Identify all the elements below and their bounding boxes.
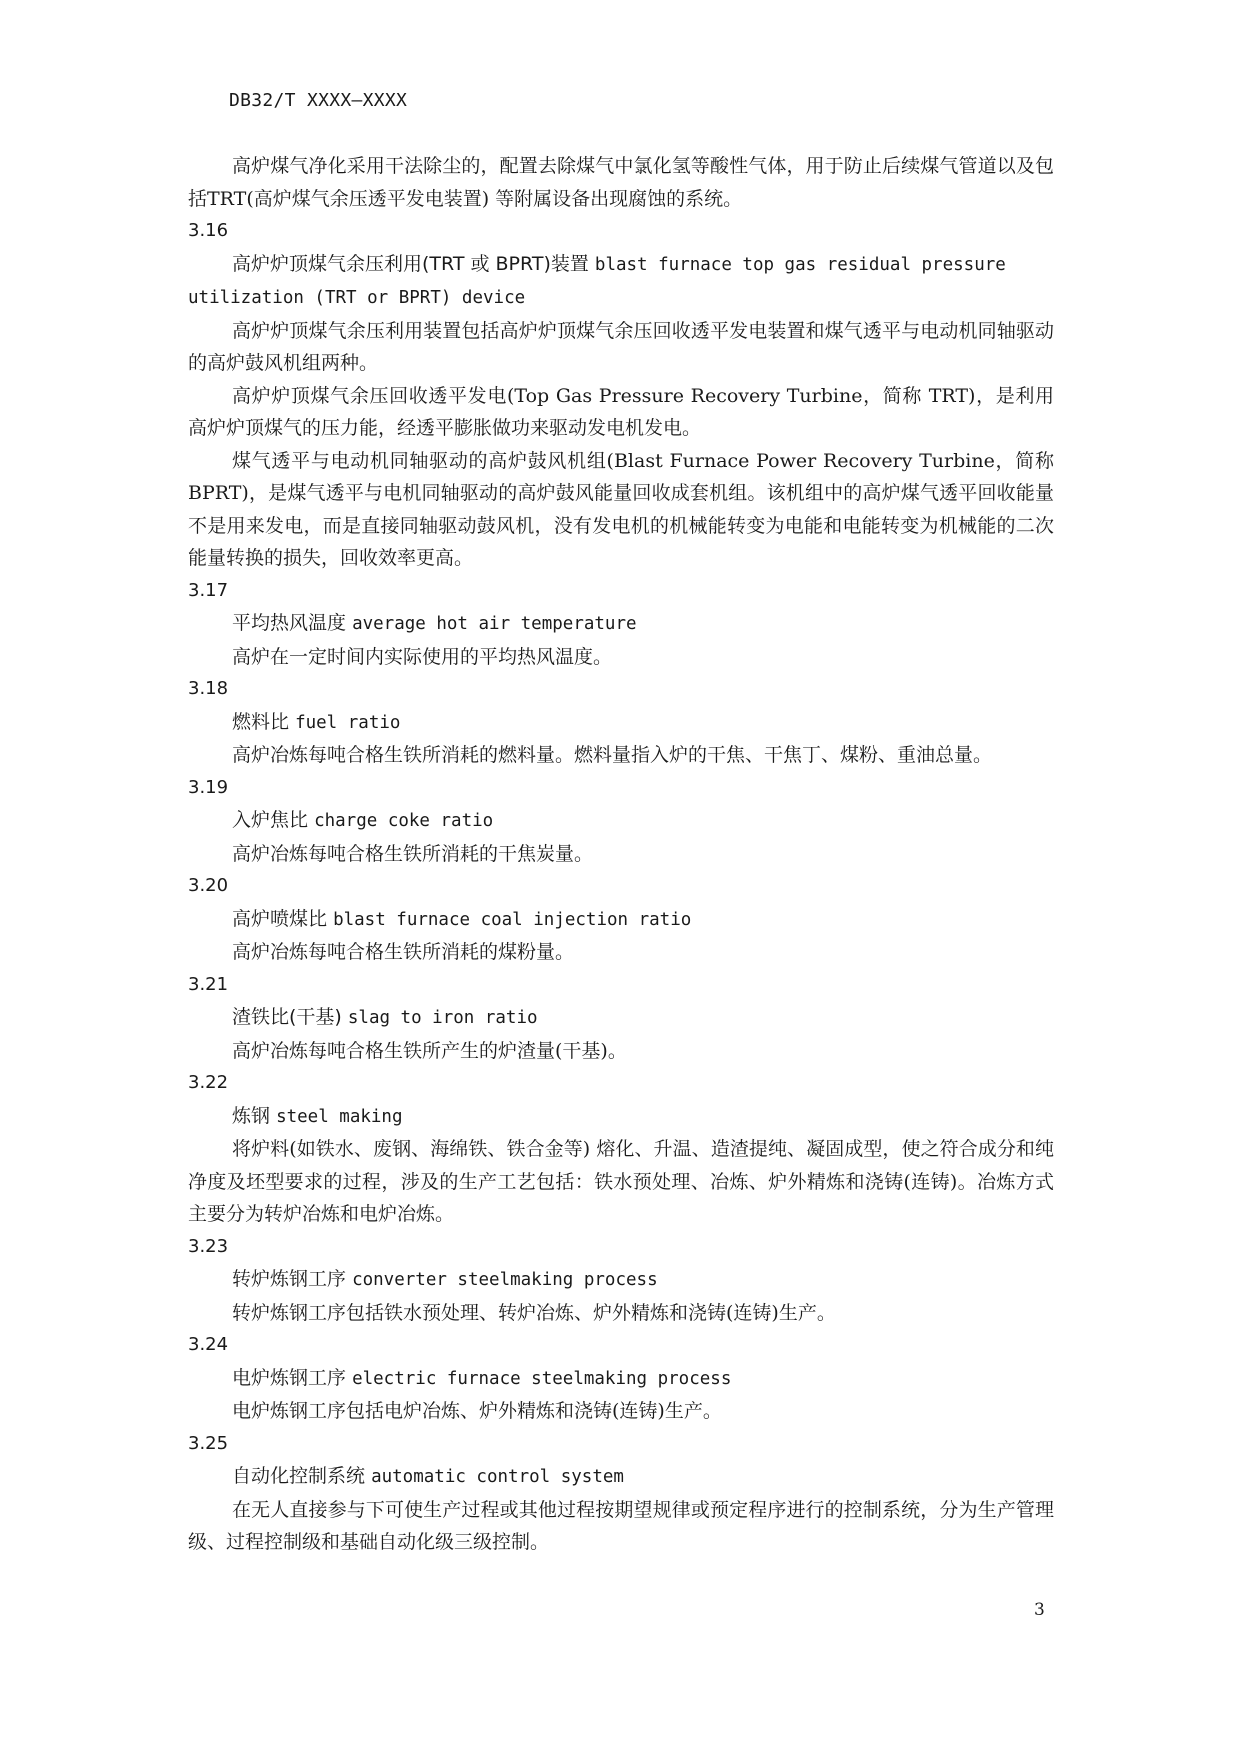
term-entry	[188, 1231, 1054, 1330]
definition-paragraph: 煤气透平与电动机同轴驱动的高炉鼓风机组(Blast Furnace Power Recovery Turbine，简称 BPRT)，是煤气透平与电机同轴驱动的高炉鼓风能量回收成套机组。该机组中的高炉煤气透平回收能量不是用来发电，而是直接同轴驱动鼓风机，没有发电机的机械能转变为电能和电能转变为机械能的二次能量转换的损失，回收效率更高。	[188, 449, 1054, 569]
definition-paragraph: 在无人直接参与下可使生产过程或其他过程按期望规律或预定程序进行的控制系统，分为生产管理级、过程控制级和基础自动化级三级控制。	[188, 1498, 1054, 1553]
term-number: 3.17	[188, 579, 229, 601]
term-chinese: 燃料比	[232, 710, 290, 733]
term-entry	[188, 870, 1054, 969]
definition-paragraph: 转炉炼钢工序包括铁水预处理、转炉冶炼、炉外精炼和浇铸(连铸)生产。	[232, 1301, 836, 1324]
document-body	[188, 150, 1054, 1559]
term-number: 3.19	[188, 776, 229, 798]
definition-paragraph: 高炉冶炼每吨合格生铁所消耗的干焦炭量。	[232, 842, 594, 865]
term-entry	[188, 969, 1054, 1068]
definition-paragraph: 高炉炉顶煤气余压回收透平发电(Top Gas Pressure Recovery Turbine，简称 TRT)，是利用高炉炉顶煤气的压力能，经透平膨胀做功来驱动发电机发电。	[188, 384, 1054, 439]
term-number: 3.22	[188, 1072, 229, 1093]
term-chinese: 高炉喷煤比	[232, 907, 328, 930]
term-english: slag to iron ratio	[347, 1008, 538, 1028]
document-code-header: DB32/T XXXX—XXXX	[229, 90, 408, 111]
term-entry	[188, 673, 1054, 772]
term-number: 3.23	[188, 1235, 229, 1257]
term-entry	[188, 772, 1054, 871]
term-english: charge coke ratio	[314, 811, 494, 831]
term-number: 3.16	[188, 220, 229, 241]
term-number: 3.20	[188, 875, 229, 896]
term-heading	[188, 1362, 1054, 1396]
term-chinese: 入炉焦比	[232, 809, 309, 831]
term-number: 3.18	[188, 678, 229, 699]
term-chinese: 自动化控制系统	[232, 1465, 366, 1487]
term-heading	[188, 706, 1054, 740]
term-chinese: 渣铁比(干基)	[232, 1006, 342, 1028]
term-chinese: 电炉炼钢工序	[232, 1366, 347, 1389]
term-entry	[188, 1329, 1054, 1428]
term-chinese: 高炉炉顶煤气余压利用(TRT 或 BPRT)装置	[232, 252, 589, 275]
term-english: steel making	[276, 1106, 403, 1127]
term-english: electric furnace steelmaking process	[352, 1368, 732, 1389]
term-heading	[188, 248, 1054, 315]
term-entry	[188, 1428, 1054, 1559]
term-number: 3.25	[188, 1432, 229, 1454]
definition-paragraph: 高炉炉顶煤气余压利用装置包括高炉炉顶煤气余压回收透平发电装置和煤气透平与电动机同轴驱动的高炉鼓风机组两种。	[188, 319, 1054, 374]
definition-paragraph: 高炉在一定时间内实际使用的平均热风温度。	[232, 645, 613, 668]
definition-paragraph: 电炉炼钢工序包括电炉冶炼、炉外精炼和浇铸(连铸)生产。	[232, 1400, 722, 1422]
term-heading	[188, 1263, 1054, 1297]
term-heading	[188, 607, 1054, 641]
definition-paragraph: 高炉冶炼每吨合格生铁所产生的炉渣量(干基)。	[232, 1039, 627, 1062]
term-chinese: 平均热风温度	[232, 612, 347, 634]
term-heading	[188, 1001, 1054, 1035]
terms-list	[188, 215, 1054, 1559]
term-english: converter steelmaking process	[352, 1270, 658, 1290]
term-heading	[188, 804, 1054, 838]
term-chinese: 转炉炼钢工序	[232, 1268, 347, 1290]
intro-paragraph: 高炉煤气净化采用干法除尘的，配置去除煤气中氯化氢等酸性气体，用于防止后续煤气管道以及包括TRT(高炉煤气余压透平发电装置) 等附属设备出现腐蚀的系统。	[188, 155, 1054, 210]
term-english: average hot air temperature	[352, 614, 637, 634]
term-entry	[188, 1067, 1054, 1231]
term-chinese: 炼钢	[232, 1104, 271, 1127]
term-heading	[188, 903, 1054, 937]
term-english: blast furnace top gas residual pressure utilization (TRT or BPRT) device	[188, 254, 1006, 308]
definition-paragraph: 高炉冶炼每吨合格生铁所消耗的煤粉量。	[232, 941, 575, 963]
term-entry	[188, 575, 1054, 674]
term-heading	[188, 1100, 1054, 1134]
term-english: automatic control system	[371, 1467, 624, 1487]
term-heading	[188, 1460, 1054, 1494]
term-entry	[188, 215, 1054, 575]
definition-paragraph: 高炉冶炼每吨合格生铁所消耗的燃料量。燃料量指入炉的干焦、干焦丁、煤粉、重油总量。	[232, 744, 993, 766]
page-number: 3	[1034, 1600, 1045, 1620]
term-english: blast furnace coal injection ratio	[333, 909, 692, 930]
term-english: fuel ratio	[295, 712, 401, 733]
definition-paragraph: 将炉料(如铁水、废钢、海绵铁、铁合金等) 熔化、升温、造渣提纯、凝固成型，使之符合成分和纯净度及坯型要求的过程，涉及的生产工艺包括：铁水预处理、冶炼、炉外精炼和浇铸(连铸)。冶炼方式主要分为转炉冶炼和电炉冶炼。	[188, 1138, 1054, 1225]
term-number: 3.24	[188, 1334, 229, 1355]
term-number: 3.21	[188, 973, 229, 995]
